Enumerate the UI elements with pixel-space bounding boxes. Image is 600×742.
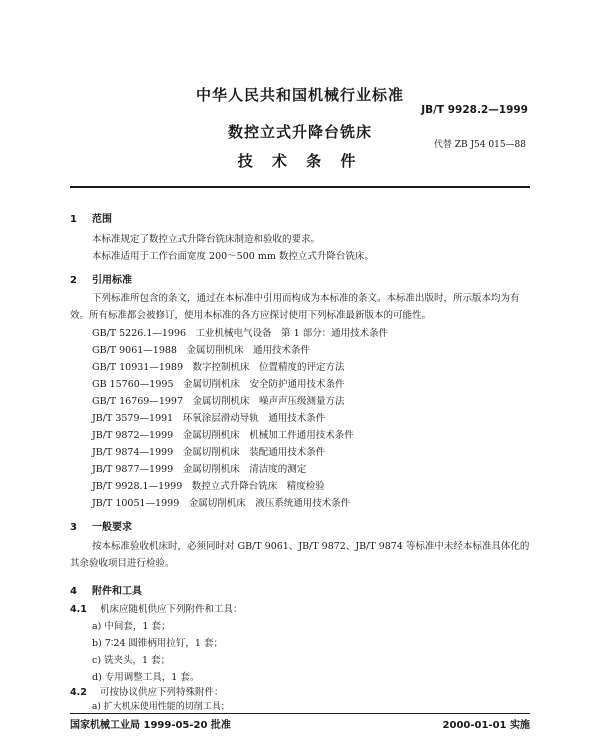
standard-number: JB/T 9928.2—1999 <box>421 104 528 116</box>
section-heading-3: 3 一般要求 <box>70 522 132 533</box>
section-heading-2: 2 引用标准 <box>70 275 132 286</box>
section-3-paragraph: 按本标准验收机床时，必须同时对 GB/T 9061、JB/T 9872、JB/T 9874 等标准中未经本标准具体化的其余验收项目进行检验。 <box>70 541 530 569</box>
reference-item: GB 15760—1995 金属切削机床 安全防护通用技术条件 <box>92 379 345 390</box>
reference-item: GB/T 5226.1—1996 工业机械电气设备 第 1 部分：通用技术条件 <box>92 328 389 339</box>
reference-item: GB/T 16769—1997 金属切削机床 噪声声压级测量方法 <box>92 396 345 407</box>
document-subtitle: 技 术 条 件 <box>237 152 363 170</box>
reference-item: JB/T 3579—1991 环氧涂层滑动导轨 通用技术条件 <box>92 413 326 424</box>
footer-divider <box>70 713 530 714</box>
replaces-standard: 代替 ZB J54 015—88 <box>433 140 526 150</box>
reference-item: JB/T 9872—1999 金属切削机床 机械加工件通用技术条件 <box>92 430 354 441</box>
section-heading-1: 1 范围 <box>70 214 112 225</box>
list-item: c) 铣夹头，1 套； <box>92 655 171 666</box>
reference-item: GB/T 10931—1989 数字控制机床 位置精度的评定方法 <box>92 362 345 373</box>
list-item: d) 专用调整工具，1 套。 <box>92 672 200 683</box>
section-2-intro: 下列标准所包含的条文，通过在本标准中引用而构成为本标准的条文。本标准出版时，所示版本均为有效。所有标准都会被修订，使用本标准的各方应探讨使用下列标准最新版本的可能性。 <box>70 293 520 321</box>
list-item: b) 7∶24 圆锥柄用拉钉，1 套； <box>92 638 223 649</box>
reference-item: JB/T 9874—1999 金属切削机床 装配通用技术条件 <box>92 447 326 458</box>
section-heading-4: 4 附件和工具 <box>70 586 142 597</box>
section-1-line: 本标准适用于工作台面宽度 200～500 mm 数控立式升降台铣床。 <box>92 251 374 262</box>
list-item: a) 扩大机床使用性能的切削工具； <box>92 702 230 712</box>
clause-4-1: 4.1 机床应随机供应下列附件和工具： <box>70 604 243 615</box>
approval-note: 国家机械工业局 1999-05-20 批准 <box>70 720 231 731</box>
document-title: 数控立式升降台铣床 <box>227 123 372 141</box>
clause-4-2: 4.2 可按协议供应下列特殊附件： <box>70 687 224 698</box>
section-1-line: 本标准规定了数控立式升降台铣床制造和验收的要求。 <box>92 234 321 245</box>
reference-item: JB/T 9928.1—1999 数控立式升降台铣床 精度检验 <box>92 481 325 492</box>
header-divider <box>70 186 530 188</box>
list-item: a) 中间套，1 套； <box>92 621 171 632</box>
reference-item: JB/T 10051—1999 金属切削机床 液压系统通用技术条件 <box>92 498 351 509</box>
reference-item: JB/T 9877—1999 金属切削机床 清洁度的测定 <box>92 464 307 475</box>
reference-item: GB/T 9061—1988 金属切削机床 通用技术条件 <box>92 345 310 356</box>
ministry-header: 中华人民共和国机械行业标准 <box>195 86 404 104</box>
implementation-date: 2000-01-01 实施 <box>442 720 530 731</box>
